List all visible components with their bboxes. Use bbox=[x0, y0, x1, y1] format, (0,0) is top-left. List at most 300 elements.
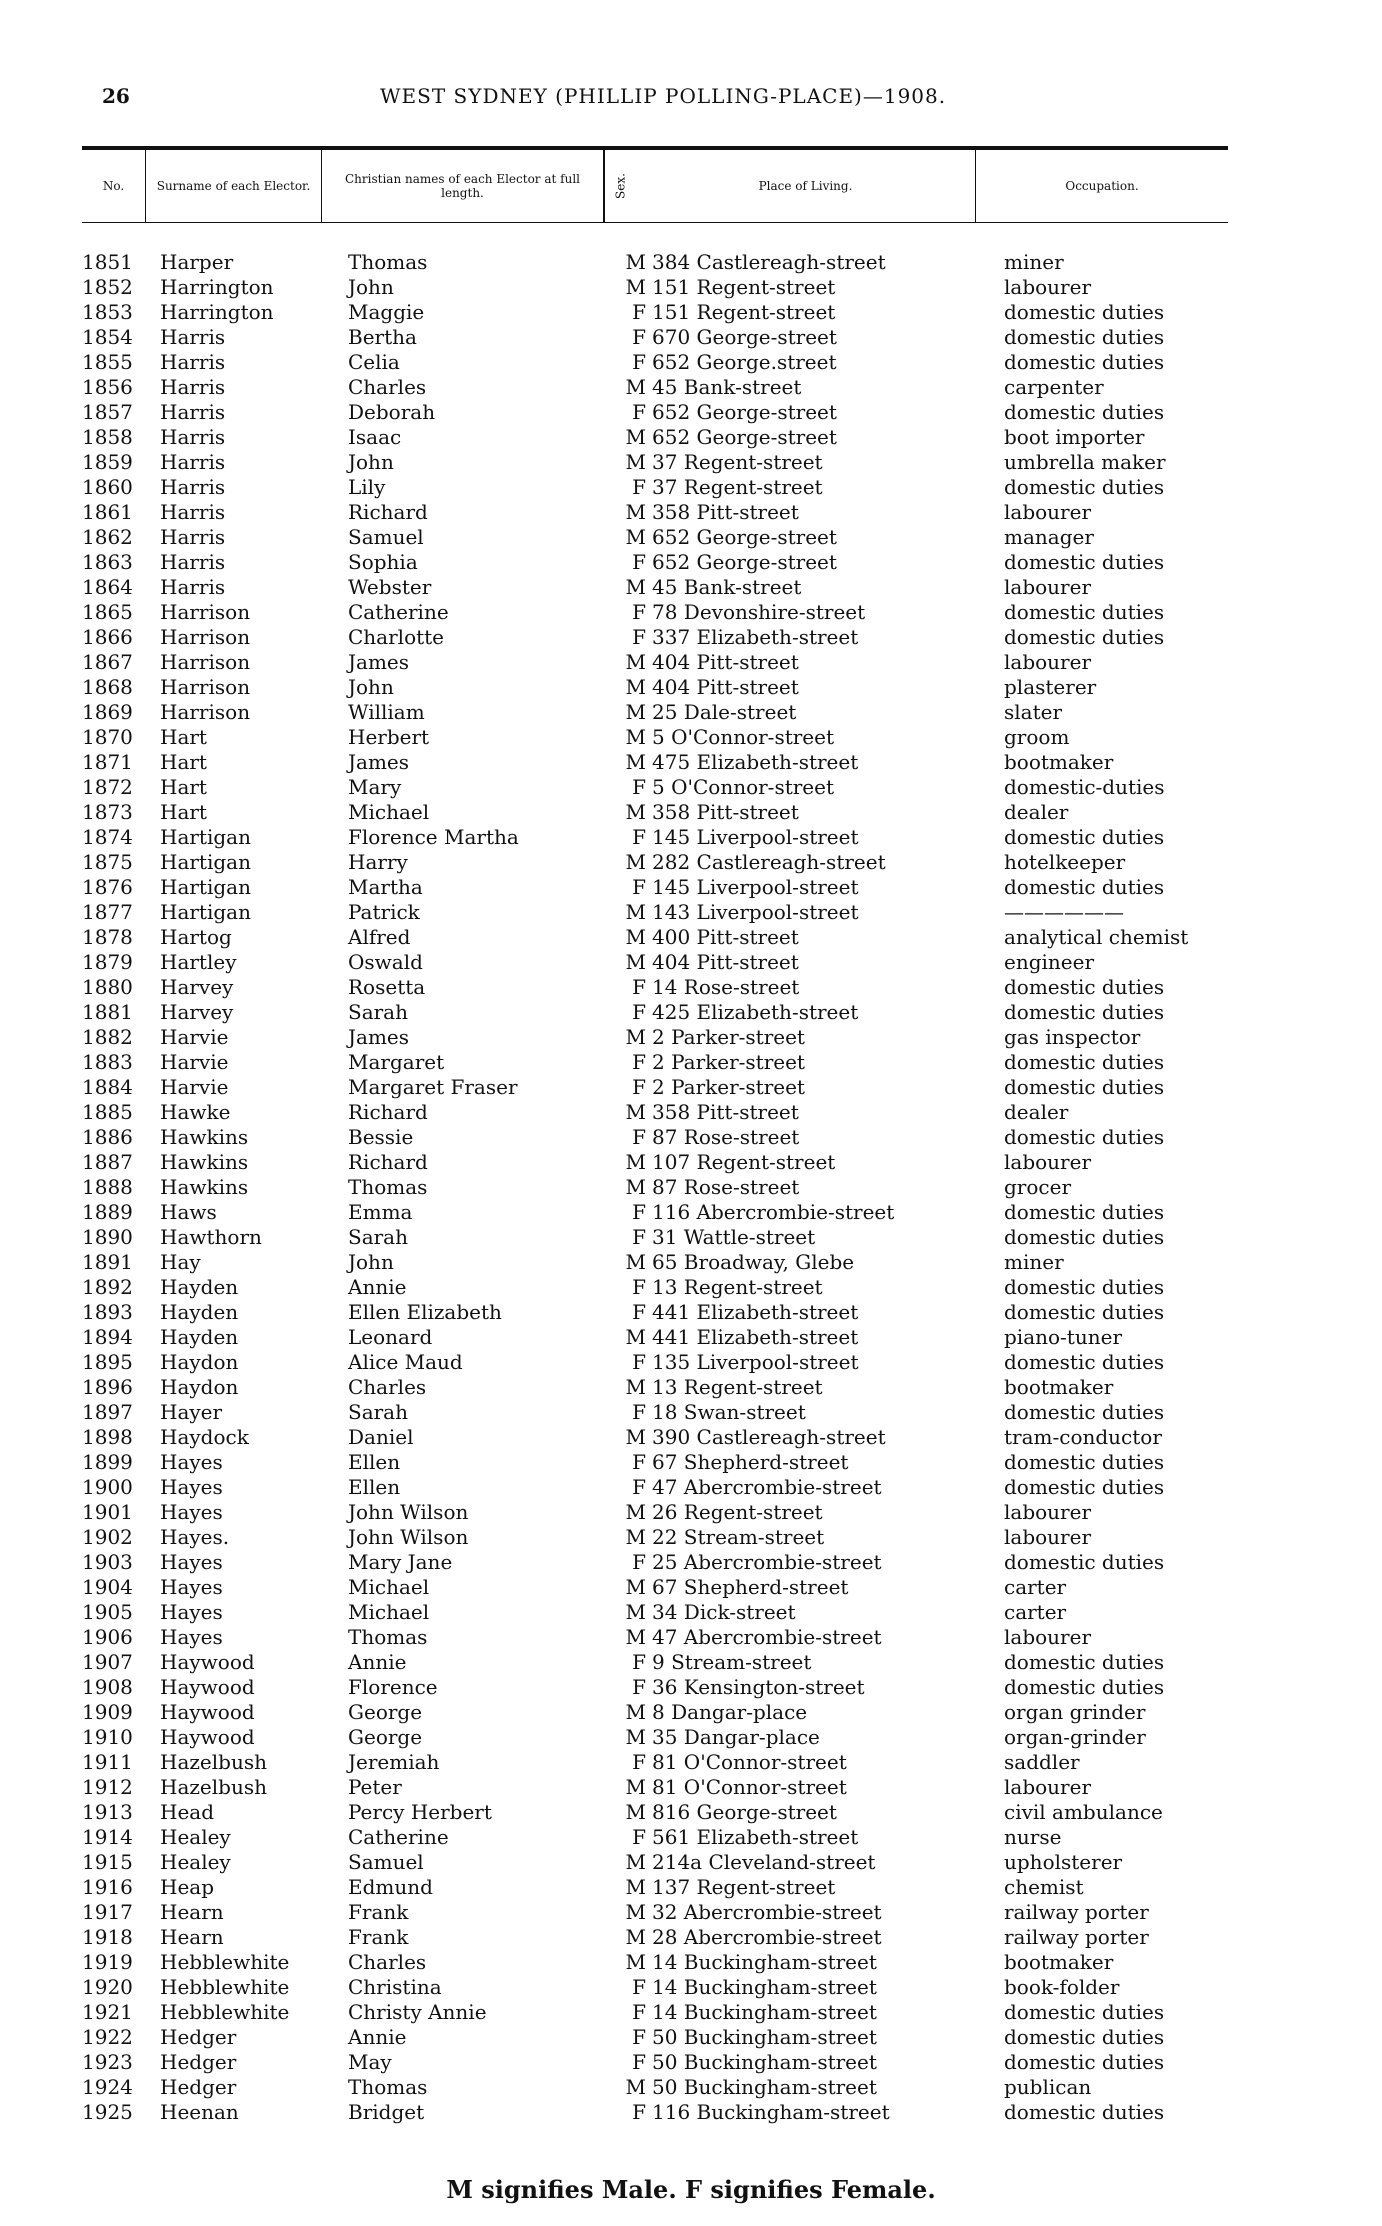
elector-surname: Hartigan bbox=[160, 875, 251, 899]
table-row bbox=[82, 275, 1262, 300]
elector-occupation: analytical chemist bbox=[1004, 925, 1189, 949]
elector-place: 9 Stream-street bbox=[652, 1650, 812, 1674]
elector-christian-names: Sophia bbox=[348, 550, 418, 574]
elector-occupation: domestic duties bbox=[1004, 1400, 1165, 1424]
table-row bbox=[82, 550, 1262, 575]
elector-occupation: publican bbox=[1004, 2075, 1092, 2099]
elector-occupation: domestic duties bbox=[1004, 1475, 1165, 1499]
elector-christian-names: Annie bbox=[348, 1650, 407, 1674]
elector-sex: M bbox=[625, 1100, 646, 1124]
elector-christian-names: Edmund bbox=[348, 1875, 433, 1899]
elector-surname: Harris bbox=[160, 400, 226, 424]
elector-number: 1882 bbox=[82, 1025, 133, 1049]
elector-occupation: domestic duties bbox=[1004, 300, 1165, 324]
elector-surname: Hayes bbox=[160, 1550, 223, 1574]
elector-place: 400 Pitt-street bbox=[652, 925, 799, 949]
elector-place: 337 Elizabeth-street bbox=[652, 625, 859, 649]
elector-sex: F bbox=[632, 550, 646, 574]
table-row bbox=[82, 1975, 1262, 2000]
elector-sex: F bbox=[632, 400, 646, 424]
elector-number: 1886 bbox=[82, 1125, 133, 1149]
elector-surname: Haywood bbox=[160, 1725, 255, 1749]
elector-occupation: domestic duties bbox=[1004, 875, 1165, 899]
elector-sex: M bbox=[625, 1575, 646, 1599]
elector-christian-names: Percy Herbert bbox=[348, 1800, 492, 1824]
elector-occupation: hotelkeeper bbox=[1004, 850, 1126, 874]
elector-place: 404 Pitt-street bbox=[652, 675, 799, 699]
table-row bbox=[82, 800, 1262, 825]
elector-christian-names: Mary Jane bbox=[348, 1550, 453, 1574]
elector-surname: Haydon bbox=[160, 1375, 239, 1399]
elector-place: 390 Castlereagh-street bbox=[652, 1425, 886, 1449]
table-row bbox=[82, 950, 1262, 975]
table-row bbox=[82, 1300, 1262, 1325]
elector-occupation: bootmaker bbox=[1004, 750, 1114, 774]
elector-occupation: railway porter bbox=[1004, 1900, 1149, 1924]
elector-surname: Hayer bbox=[160, 1400, 223, 1424]
elector-christian-names: Sarah bbox=[348, 1225, 408, 1249]
elector-number: 1910 bbox=[82, 1725, 133, 1749]
elector-sex: F bbox=[632, 2025, 646, 2049]
elector-christian-names: Leonard bbox=[348, 1325, 433, 1349]
elector-christian-names: Thomas bbox=[348, 2075, 428, 2099]
elector-place: 13 Regent-street bbox=[652, 1275, 823, 1299]
elector-place: 14 Buckingham-street bbox=[652, 1975, 877, 1999]
elector-number: 1903 bbox=[82, 1550, 133, 1574]
elector-sex: M bbox=[625, 1600, 646, 1624]
elector-occupation: domestic duties bbox=[1004, 1300, 1165, 1324]
elector-number: 1857 bbox=[82, 400, 133, 424]
elector-surname: Harvie bbox=[160, 1025, 229, 1049]
elector-sex: M bbox=[625, 450, 646, 474]
table-row bbox=[82, 1075, 1262, 1100]
elector-occupation: carpenter bbox=[1004, 375, 1104, 399]
elector-number: 1911 bbox=[82, 1750, 133, 1774]
table-row bbox=[82, 1200, 1262, 1225]
elector-christian-names: Alfred bbox=[348, 925, 411, 949]
table-row bbox=[82, 1850, 1262, 1875]
elector-occupation: domestic duties bbox=[1004, 325, 1165, 349]
table-row bbox=[82, 750, 1262, 775]
elector-place: 670 George-street bbox=[652, 325, 837, 349]
table-row bbox=[82, 300, 1262, 325]
elector-surname: Harrison bbox=[160, 675, 251, 699]
elector-number: 1893 bbox=[82, 1300, 133, 1324]
table-row bbox=[82, 1025, 1262, 1050]
elector-surname: Haywood bbox=[160, 1700, 255, 1724]
elector-place: 561 Elizabeth-street bbox=[652, 1825, 859, 1849]
table-row bbox=[82, 675, 1262, 700]
elector-surname: Hearn bbox=[160, 1925, 224, 1949]
elector-occupation: manager bbox=[1004, 525, 1094, 549]
elector-number: 1913 bbox=[82, 1800, 133, 1824]
elector-place: 45 Bank-street bbox=[652, 575, 802, 599]
table-row bbox=[82, 1000, 1262, 1025]
elector-number: 1879 bbox=[82, 950, 133, 974]
elector-number: 1891 bbox=[82, 1250, 133, 1274]
page-number: 26 bbox=[102, 84, 130, 108]
elector-number: 1885 bbox=[82, 1100, 133, 1124]
elector-christian-names: Christy Annie bbox=[348, 2000, 487, 2024]
elector-occupation: grocer bbox=[1004, 1175, 1072, 1199]
elector-christian-names: Catherine bbox=[348, 600, 449, 624]
elector-number: 1855 bbox=[82, 350, 133, 374]
elector-place: 145 Liverpool-street bbox=[652, 875, 859, 899]
elector-sex: M bbox=[625, 1700, 646, 1724]
elector-place: 45 Bank-street bbox=[652, 375, 802, 399]
elector-occupation: gas inspector bbox=[1004, 1025, 1141, 1049]
elector-surname: Hay bbox=[160, 1250, 201, 1274]
elector-christian-names: Samuel bbox=[348, 1850, 424, 1874]
page-title: WEST SYDNEY (PHILLIP POLLING-PLACE)—1908. bbox=[380, 84, 947, 108]
elector-sex: F bbox=[632, 1650, 646, 1674]
elector-occupation: upholsterer bbox=[1004, 1850, 1123, 1874]
elector-christian-names: Annie bbox=[348, 1275, 407, 1299]
elector-sex: F bbox=[632, 1075, 646, 1099]
elector-christian-names: Patrick bbox=[348, 900, 420, 924]
table-row bbox=[82, 1500, 1262, 1525]
table-row bbox=[82, 1125, 1262, 1150]
elector-sex: M bbox=[625, 275, 646, 299]
elector-christian-names: Thomas bbox=[348, 1625, 428, 1649]
elector-surname: Harris bbox=[160, 475, 226, 499]
elector-number: 1852 bbox=[82, 275, 133, 299]
elector-place: 5 O'Connor-street bbox=[652, 775, 835, 799]
elector-surname: Hawkins bbox=[160, 1150, 249, 1174]
elector-place: 816 George-street bbox=[652, 1800, 837, 1824]
elector-place: 14 Buckingham-street bbox=[652, 2000, 877, 2024]
elector-christian-names: Rosetta bbox=[348, 975, 426, 999]
elector-occupation: domestic duties bbox=[1004, 1550, 1165, 1574]
elector-sex: M bbox=[625, 575, 646, 599]
table-row bbox=[82, 1725, 1262, 1750]
elector-number: 1902 bbox=[82, 1525, 133, 1549]
elector-occupation: organ grinder bbox=[1004, 1700, 1146, 1724]
elector-place: 47 Abercrombie-street bbox=[652, 1625, 882, 1649]
elector-number: 1916 bbox=[82, 1875, 133, 1899]
elector-christian-names: John bbox=[348, 1250, 394, 1274]
elector-number: 1873 bbox=[82, 800, 133, 824]
elector-number: 1898 bbox=[82, 1425, 133, 1449]
elector-number: 1896 bbox=[82, 1375, 133, 1399]
elector-surname: Harvey bbox=[160, 975, 234, 999]
elector-christian-names: Bertha bbox=[348, 325, 417, 349]
table-row bbox=[82, 725, 1262, 750]
elector-number: 1858 bbox=[82, 425, 133, 449]
elector-christian-names: Bessie bbox=[348, 1125, 414, 1149]
elector-number: 1921 bbox=[82, 2000, 133, 2024]
elector-surname: Hedger bbox=[160, 2075, 237, 2099]
elector-sex: M bbox=[625, 1525, 646, 1549]
elector-christian-names: Ellen bbox=[348, 1475, 401, 1499]
elector-place: 34 Dick-street bbox=[652, 1600, 796, 1624]
elector-surname: Harris bbox=[160, 575, 226, 599]
elector-number: 1888 bbox=[82, 1175, 133, 1199]
elector-number: 1917 bbox=[82, 1900, 133, 1924]
elector-christian-names: Jeremiah bbox=[348, 1750, 440, 1774]
elector-christian-names: John bbox=[348, 275, 394, 299]
elector-occupation: miner bbox=[1004, 250, 1064, 274]
elector-christian-names: Harry bbox=[348, 850, 408, 874]
elector-occupation: boot importer bbox=[1004, 425, 1145, 449]
elector-christian-names: James bbox=[348, 1025, 410, 1049]
elector-sex: F bbox=[632, 2050, 646, 2074]
elector-occupation: umbrella maker bbox=[1004, 450, 1166, 474]
table-row bbox=[82, 2075, 1262, 2100]
elector-place: 5 O'Connor-street bbox=[652, 725, 835, 749]
elector-occupation: dealer bbox=[1004, 1100, 1069, 1124]
elector-sex: M bbox=[625, 900, 646, 924]
elector-number: 1853 bbox=[82, 300, 133, 324]
elector-sex: M bbox=[625, 1800, 646, 1824]
elector-christian-names: Catherine bbox=[348, 1825, 449, 1849]
table-row bbox=[82, 1900, 1262, 1925]
elector-sex: F bbox=[632, 1550, 646, 1574]
elector-christian-names: George bbox=[348, 1700, 423, 1724]
elector-number: 1871 bbox=[82, 750, 133, 774]
elector-sex: M bbox=[625, 675, 646, 699]
elector-list bbox=[82, 250, 1262, 2125]
elector-place: 143 Liverpool-street bbox=[652, 900, 859, 924]
elector-christian-names: Alice Maud bbox=[348, 1350, 463, 1374]
elector-surname: Hayes bbox=[160, 1475, 223, 1499]
elector-christian-names: May bbox=[348, 2050, 392, 2074]
elector-surname: Healey bbox=[160, 1850, 231, 1874]
elector-sex: F bbox=[632, 1675, 646, 1699]
elector-sex: F bbox=[632, 1400, 646, 1424]
elector-christian-names: Thomas bbox=[348, 1175, 428, 1199]
elector-surname: Harrison bbox=[160, 600, 251, 624]
elector-occupation: carter bbox=[1004, 1600, 1067, 1624]
elector-sex: M bbox=[625, 425, 646, 449]
table-row bbox=[82, 1700, 1262, 1725]
elector-surname: Harrington bbox=[160, 300, 274, 324]
elector-surname: Harris bbox=[160, 550, 226, 574]
table-row bbox=[82, 1100, 1262, 1125]
elector-surname: Harrison bbox=[160, 625, 251, 649]
elector-number: 1922 bbox=[82, 2025, 133, 2049]
elector-number: 1867 bbox=[82, 650, 133, 674]
table-row bbox=[82, 1950, 1262, 1975]
elector-surname: Harvie bbox=[160, 1050, 229, 1074]
elector-surname: Head bbox=[160, 1800, 215, 1824]
elector-occupation: domestic duties bbox=[1004, 2050, 1165, 2074]
elector-number: 1912 bbox=[82, 1775, 133, 1799]
elector-place: 214a Cleveland-street bbox=[652, 1850, 876, 1874]
elector-number: 1877 bbox=[82, 900, 133, 924]
elector-sex: F bbox=[632, 2000, 646, 2024]
elector-surname: Hearn bbox=[160, 1900, 224, 1924]
elector-number: 1901 bbox=[82, 1500, 133, 1524]
elector-number: 1878 bbox=[82, 925, 133, 949]
table-row bbox=[82, 2000, 1262, 2025]
elector-surname: Hazelbush bbox=[160, 1775, 267, 1799]
elector-number: 1870 bbox=[82, 725, 133, 749]
elector-place: 358 Pitt-street bbox=[652, 1100, 799, 1124]
elector-number: 1881 bbox=[82, 1000, 133, 1024]
elector-christian-names: John Wilson bbox=[348, 1525, 469, 1549]
elector-sex: M bbox=[625, 1900, 646, 1924]
elector-christian-names: Annie bbox=[348, 2025, 407, 2049]
table-row bbox=[82, 500, 1262, 525]
elector-surname: Hayden bbox=[160, 1325, 239, 1349]
elector-occupation: domestic duties bbox=[1004, 1075, 1165, 1099]
elector-number: 1900 bbox=[82, 1475, 133, 1499]
table-row bbox=[82, 1625, 1262, 1650]
elector-christian-names: Florence Martha bbox=[348, 825, 519, 849]
elector-christian-names: Michael bbox=[348, 1575, 430, 1599]
elector-surname: Hebblewhite bbox=[160, 2000, 290, 2024]
elector-sex: F bbox=[632, 325, 646, 349]
elector-occupation: domestic duties bbox=[1004, 1675, 1165, 1699]
table-row bbox=[82, 2100, 1262, 2125]
elector-place: 652 George-street bbox=[652, 425, 837, 449]
elector-surname: Hartley bbox=[160, 950, 237, 974]
elector-number: 1925 bbox=[82, 2100, 133, 2124]
elector-occupation: labourer bbox=[1004, 275, 1092, 299]
elector-occupation: domestic duties bbox=[1004, 825, 1165, 849]
elector-place: 441 Elizabeth-street bbox=[652, 1325, 859, 1349]
elector-christian-names: Samuel bbox=[348, 525, 424, 549]
elector-surname: Harvie bbox=[160, 1075, 229, 1099]
table-row bbox=[82, 450, 1262, 475]
elector-christian-names: Celia bbox=[348, 350, 400, 374]
table-row bbox=[82, 1800, 1262, 1825]
elector-surname: Hayes bbox=[160, 1575, 223, 1599]
elector-number: 1895 bbox=[82, 1350, 133, 1374]
elector-surname: Haywood bbox=[160, 1650, 255, 1674]
table-row bbox=[82, 325, 1262, 350]
elector-surname: Hazelbush bbox=[160, 1750, 267, 1774]
elector-christian-names: Charles bbox=[348, 1950, 427, 1974]
elector-occupation: saddler bbox=[1004, 1750, 1080, 1774]
elector-place: 25 Abercrombie-street bbox=[652, 1550, 882, 1574]
table-row bbox=[82, 475, 1262, 500]
elector-number: 1907 bbox=[82, 1650, 133, 1674]
elector-sex: M bbox=[625, 1150, 646, 1174]
elector-place: 358 Pitt-street bbox=[652, 500, 799, 524]
elector-christian-names: Lily bbox=[348, 475, 386, 499]
elector-number: 1863 bbox=[82, 550, 133, 574]
elector-christian-names: Deborah bbox=[348, 400, 436, 424]
elector-surname: Harrington bbox=[160, 275, 274, 299]
elector-sex: F bbox=[632, 1300, 646, 1324]
elector-place: 107 Regent-street bbox=[652, 1150, 836, 1174]
elector-christian-names: Charles bbox=[348, 1375, 427, 1399]
elector-sex: M bbox=[625, 1175, 646, 1199]
elector-christian-names: James bbox=[348, 750, 410, 774]
elector-christian-names: Margaret Fraser bbox=[348, 1075, 518, 1099]
elector-christian-names: George bbox=[348, 1725, 423, 1749]
elector-christian-names: Richard bbox=[348, 500, 428, 524]
header-surname: Surname of each Elector. bbox=[146, 150, 322, 222]
elector-occupation: domestic duties bbox=[1004, 1000, 1165, 1024]
elector-surname: Hayden bbox=[160, 1275, 239, 1299]
elector-sex: F bbox=[632, 2100, 646, 2124]
table-header bbox=[82, 150, 1228, 223]
elector-occupation: domestic duties bbox=[1004, 475, 1165, 499]
elector-occupation: domestic duties bbox=[1004, 2000, 1165, 2024]
elector-sex: F bbox=[632, 300, 646, 324]
elector-place: 652 George-street bbox=[652, 525, 837, 549]
elector-place: 425 Elizabeth-street bbox=[652, 1000, 859, 1024]
table-row bbox=[82, 825, 1262, 850]
elector-number: 1920 bbox=[82, 1975, 133, 1999]
elector-occupation: nurse bbox=[1004, 1825, 1062, 1849]
elector-sex: F bbox=[632, 1050, 646, 1074]
elector-occupation: domestic duties bbox=[1004, 400, 1165, 424]
elector-place: 81 O'Connor-street bbox=[652, 1775, 847, 1799]
elector-sex: F bbox=[632, 350, 646, 374]
table-row bbox=[82, 1275, 1262, 1300]
elector-christian-names: Richard bbox=[348, 1150, 428, 1174]
elector-number: 1887 bbox=[82, 1150, 133, 1174]
elector-christian-names: Emma bbox=[348, 1200, 413, 1224]
table-row bbox=[82, 650, 1262, 675]
table-row bbox=[82, 1525, 1262, 1550]
elector-place: 67 Shepherd-street bbox=[652, 1450, 849, 1474]
elector-place: 14 Buckingham-street bbox=[652, 1950, 877, 1974]
elector-sex: F bbox=[632, 1225, 646, 1249]
elector-occupation: labourer bbox=[1004, 575, 1092, 599]
elector-number: 1869 bbox=[82, 700, 133, 724]
table-row bbox=[82, 1675, 1262, 1700]
elector-christian-names: Bridget bbox=[348, 2100, 425, 2124]
table-row bbox=[82, 375, 1262, 400]
table-row bbox=[82, 1150, 1262, 1175]
elector-christian-names: Sarah bbox=[348, 1400, 408, 1424]
elector-surname: Hartog bbox=[160, 925, 232, 949]
table-row bbox=[82, 1475, 1262, 1500]
elector-number: 1909 bbox=[82, 1700, 133, 1724]
elector-sex: F bbox=[632, 1350, 646, 1374]
elector-sex: M bbox=[625, 1875, 646, 1899]
elector-christian-names: James bbox=[348, 650, 410, 674]
elector-occupation: labourer bbox=[1004, 1500, 1092, 1524]
table-row bbox=[82, 1550, 1262, 1575]
elector-occupation: domestic duties bbox=[1004, 350, 1165, 374]
table-row bbox=[82, 2050, 1262, 2075]
elector-number: 1874 bbox=[82, 825, 133, 849]
table-row bbox=[82, 1375, 1262, 1400]
elector-sex: M bbox=[625, 1925, 646, 1949]
elector-sex: F bbox=[632, 825, 646, 849]
elector-christian-names: Michael bbox=[348, 1600, 430, 1624]
header-sex: Sex. bbox=[604, 150, 636, 222]
elector-sex: F bbox=[632, 1750, 646, 1774]
elector-christian-names: John bbox=[348, 450, 394, 474]
elector-number: 1856 bbox=[82, 375, 133, 399]
elector-sex: M bbox=[625, 1850, 646, 1874]
header-christian-names: Christian names of each Elector at full length. bbox=[322, 150, 604, 222]
elector-sex: F bbox=[632, 1200, 646, 1224]
elector-number: 1897 bbox=[82, 1400, 133, 1424]
elector-christian-names: Florence bbox=[348, 1675, 438, 1699]
elector-occupation: labourer bbox=[1004, 1150, 1092, 1174]
elector-surname: Hayes bbox=[160, 1500, 223, 1524]
elector-occupation: labourer bbox=[1004, 500, 1092, 524]
elector-place: 47 Abercrombie-street bbox=[652, 1475, 882, 1499]
elector-number: 1884 bbox=[82, 1075, 133, 1099]
elector-occupation: organ-grinder bbox=[1004, 1725, 1146, 1749]
elector-christian-names: Peter bbox=[348, 1775, 402, 1799]
elector-christian-names: Michael bbox=[348, 800, 430, 824]
elector-occupation: slater bbox=[1004, 700, 1063, 724]
elector-number: 1915 bbox=[82, 1850, 133, 1874]
table-row bbox=[82, 625, 1262, 650]
elector-surname: Haywood bbox=[160, 1675, 255, 1699]
elector-number: 1861 bbox=[82, 500, 133, 524]
